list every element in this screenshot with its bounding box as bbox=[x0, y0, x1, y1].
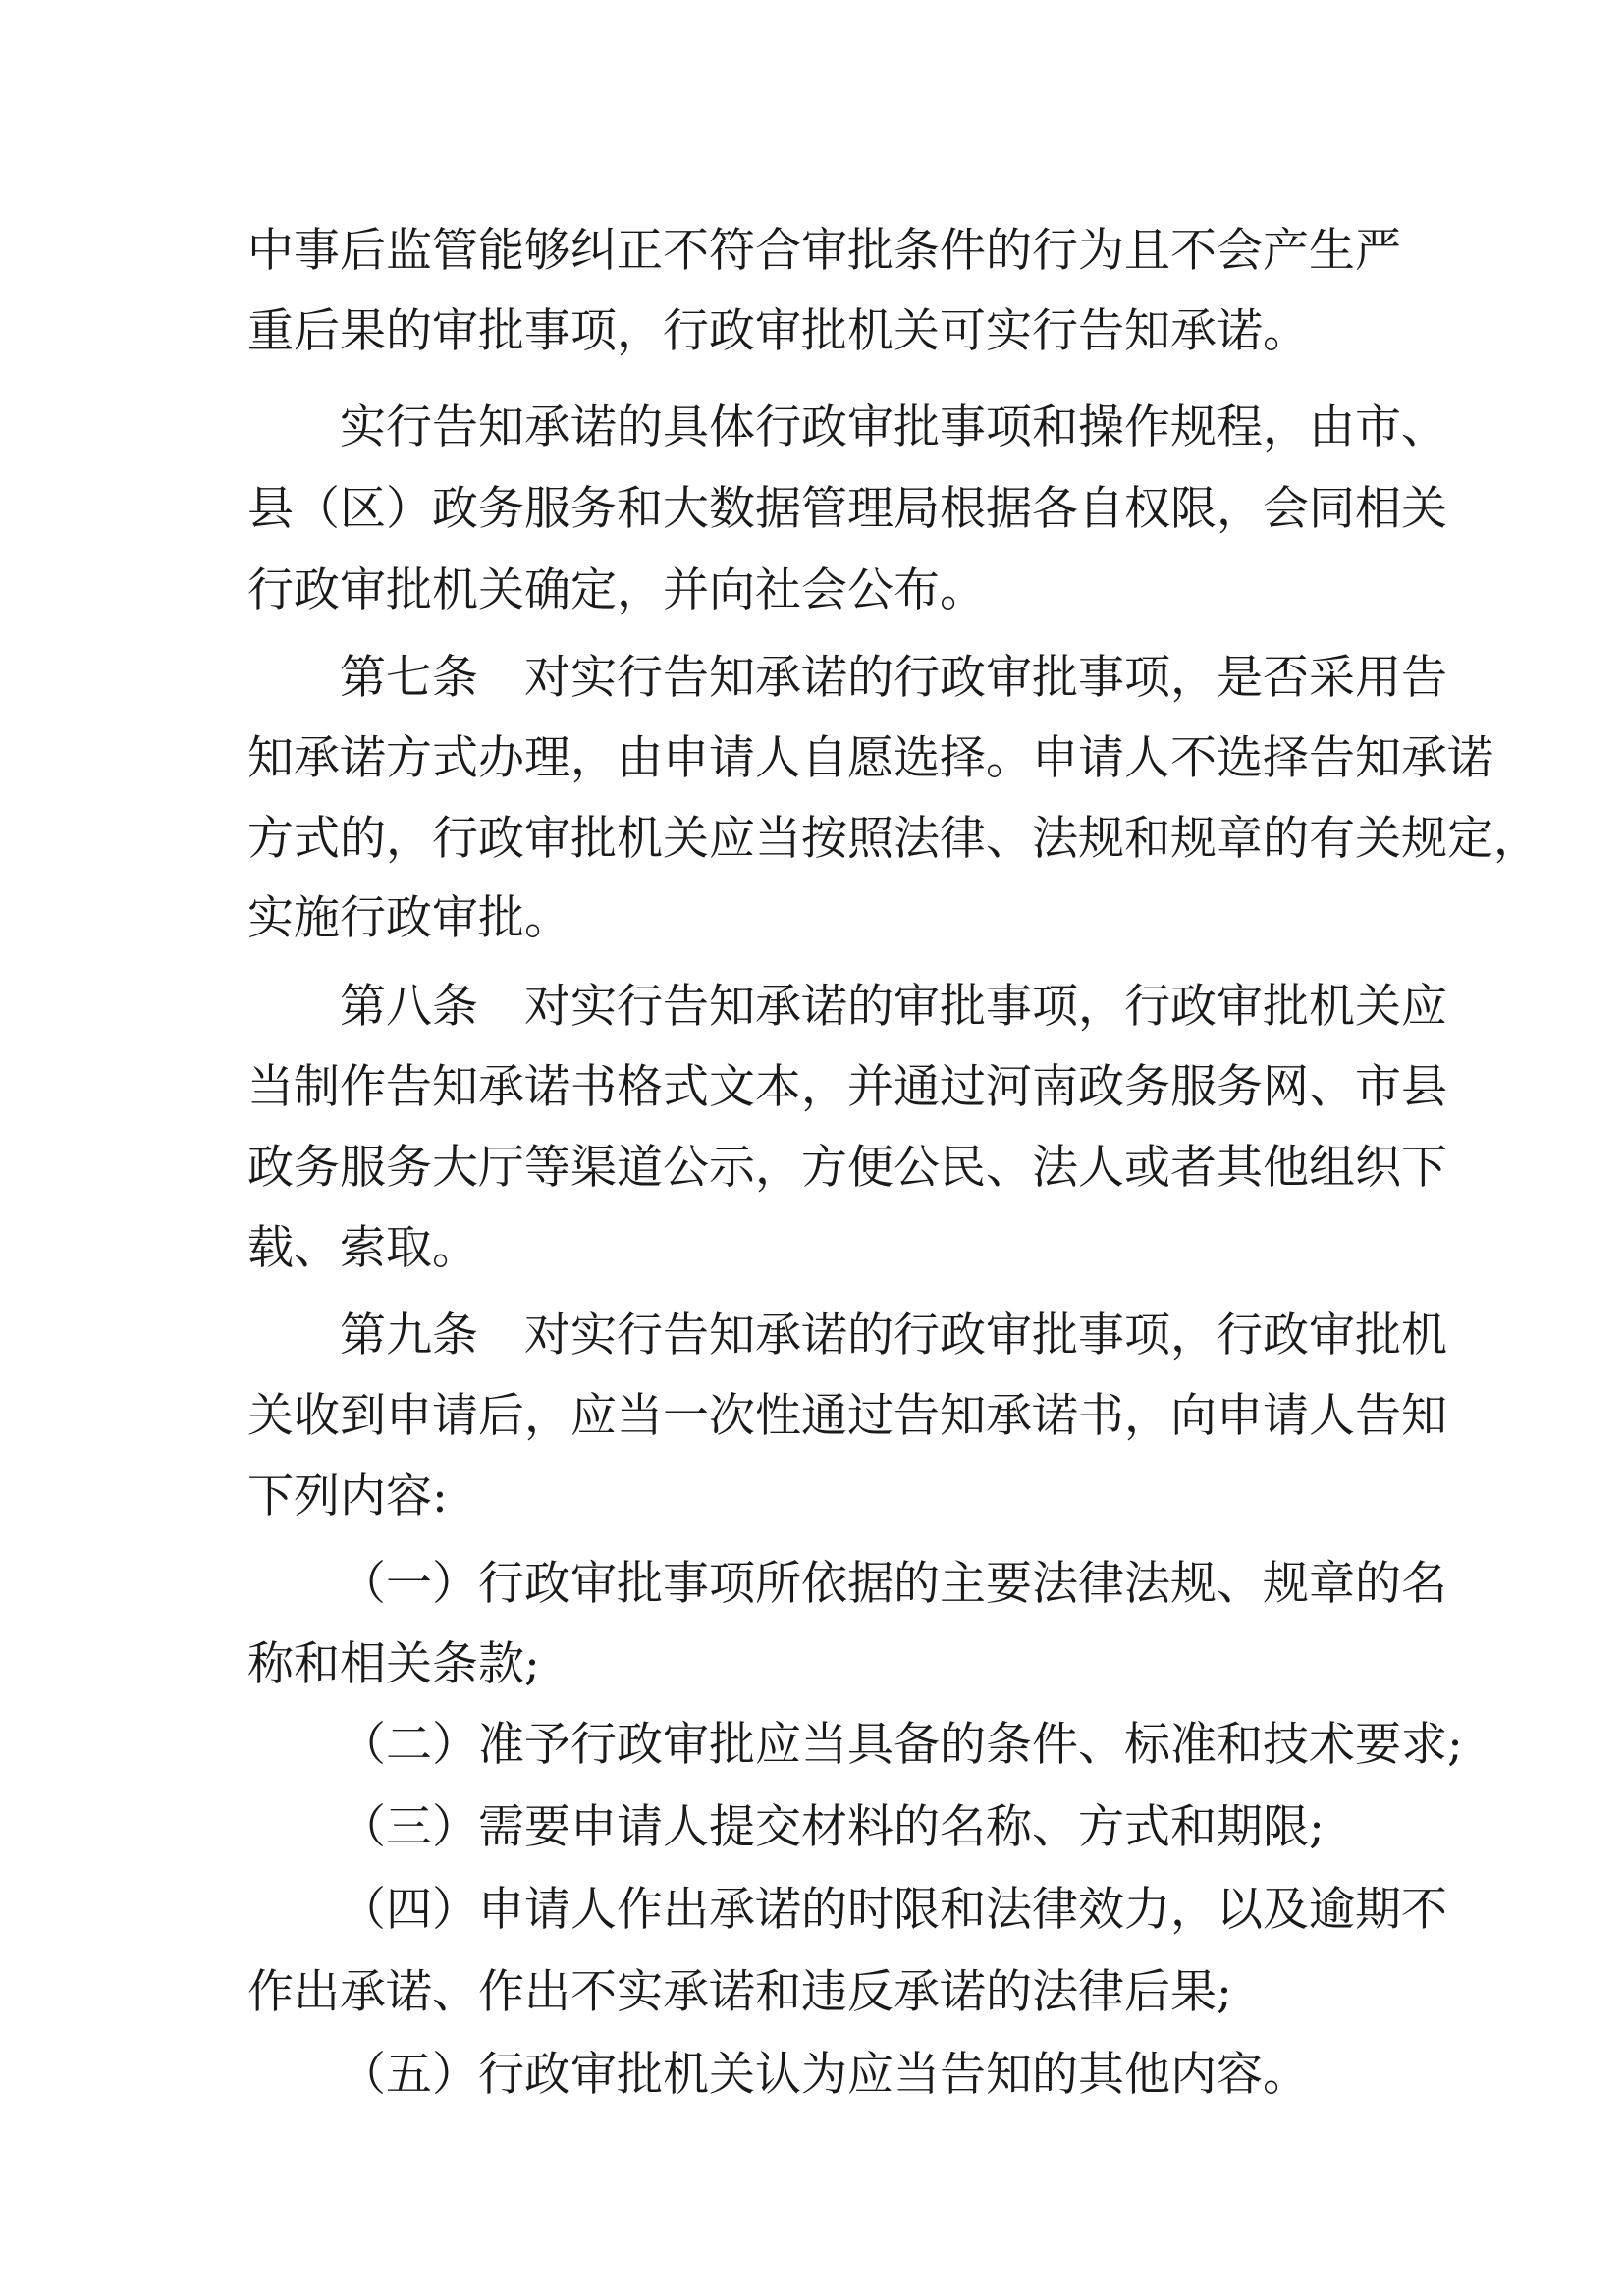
paragraph-start-line: 实行告知承诺的具体行政审批事项和操作规程，由市、 bbox=[340, 400, 1447, 454]
text-line: 知承诺方式办理，由申请人自愿选择。申请人不选择告知承诺 bbox=[247, 731, 1493, 785]
text-line: 中事后监管能够纠正不符合审批条件的行为且不会产生严 bbox=[247, 224, 1401, 278]
article-9-line: 第九条 对实行告知承诺的行政审批事项，行政审批机 bbox=[340, 1308, 1447, 1362]
text-line: 重后果的审批事项，行政审批机关可实行告知承诺。 bbox=[247, 304, 1309, 358]
article-7-line: 第七条 对实行告知承诺的行政审批事项，是否采用告 bbox=[340, 651, 1447, 705]
text-line: 实施行政审批。 bbox=[247, 891, 570, 945]
text-line: 当制作告知承诺书格式文本，并通过河南政务服务网、市县 bbox=[247, 1060, 1447, 1114]
text-line: 载、索取。 bbox=[247, 1221, 478, 1275]
text-line: 作出承诺、作出不实承诺和违反承诺的法律后果; bbox=[247, 1965, 1232, 2019]
text-line: 县（区）政务服务和大数据管理局根据各自权限，会同相关 bbox=[247, 482, 1447, 536]
article-8-line: 第八条 对实行告知承诺的审批事项，行政审批机关应 bbox=[340, 980, 1447, 1034]
text-line: 下列内容: bbox=[247, 1469, 448, 1523]
list-item-5: （五）行政审批机关认为应当告知的其他内容。 bbox=[340, 2048, 1309, 2102]
list-item-3: （三）需要申请人提交材料的名称、方式和期限; bbox=[340, 1800, 1325, 1854]
text-line: 称和相关条款; bbox=[247, 1637, 540, 1691]
text-line: 行政审批机关确定，并向社会公布。 bbox=[247, 563, 986, 617]
text-line: 关收到申请后，应当一次性通过告知承诺书，向申请人告知 bbox=[247, 1389, 1447, 1443]
list-item-1: （一）行政审批事项所依据的主要法律法规、规章的名 bbox=[340, 1557, 1447, 1611]
list-item-4: （四）申请人作出承诺的时限和法律效力，以及逾期不 bbox=[340, 1883, 1447, 1937]
text-line: 政务服务大厅等渠道公示，方便公民、法人或者其他组织下 bbox=[247, 1141, 1447, 1195]
list-item-2: （二）准予行政审批应当具备的条件、标准和技术要求; bbox=[340, 1718, 1463, 1772]
text-line: 方式的，行政审批机关应当按照法律、法规和规章的有关规定， bbox=[247, 812, 1540, 866]
